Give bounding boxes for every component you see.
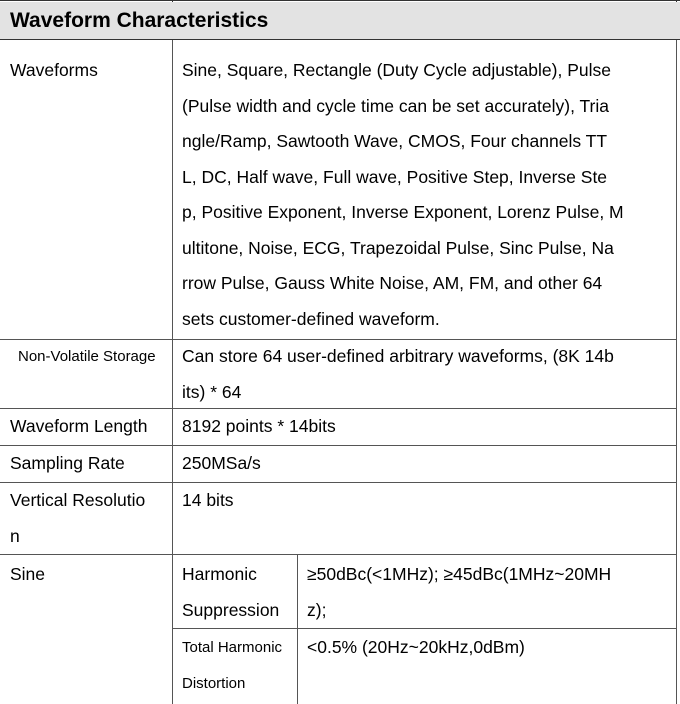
sub-label-thd: Total Harmonic Distortion [182,639,283,692]
row-label-waveforms: Waveforms [10,60,98,80]
row-value-storage: Can store 64 user-defined arbitrary waveforms, (8K 14b its) * 64 [182,346,614,402]
column-divider [172,40,173,704]
row-label-sampling: Sampling Rate [10,453,125,473]
row-label-length: Waveform Length [10,416,148,436]
row-value-waveforms: Sine, Square, Rectangle (Duty Cycle adjustable), Pulse (Pulse width and cycle time can be set accurately), Tria ngle/Ramp, Sawtooth Wave, CMOS, Four channels TT L, DC, Half wave, Full wave, Positive Step, Inverse Ste p, Positive Exponent, Inverse Exponent, Lorenz Pulse, M ultitone, Noise, ECG, Trapezoidal Pulse, Sinc Pulse, Na rrow Pulse, Gauss White Noise, AM, FM, and other 64 sets customer-defined waveform. [182,60,624,329]
row-label-vertical: Vertical Resolutio n [10,490,146,546]
sub-value-harmonic: ≥50dBc(<1MHz); ≥45dBc(1MHz~20MH z); [307,564,612,620]
sub-row-divider [172,628,677,629]
row-value-length: 8192 points * 14bits [182,416,336,436]
top-border [0,0,680,1]
sub-value-thd: <0.5% (20Hz~20kHz,0dBm) [307,637,525,657]
sub-label-harmonic: Harmonic Suppression [182,564,280,620]
right-border [676,40,677,704]
row-divider [0,554,677,555]
column-divider [297,555,298,704]
row-label-storage: Non-Volatile Storage [18,348,156,365]
section-title: Waveform Characteristics [10,9,269,32]
row-value-vertical: 14 bits [182,490,234,510]
row-label-sine: Sine [10,564,46,584]
section-header [0,2,680,40]
row-value-sampling: 250MSa/s [182,453,261,473]
